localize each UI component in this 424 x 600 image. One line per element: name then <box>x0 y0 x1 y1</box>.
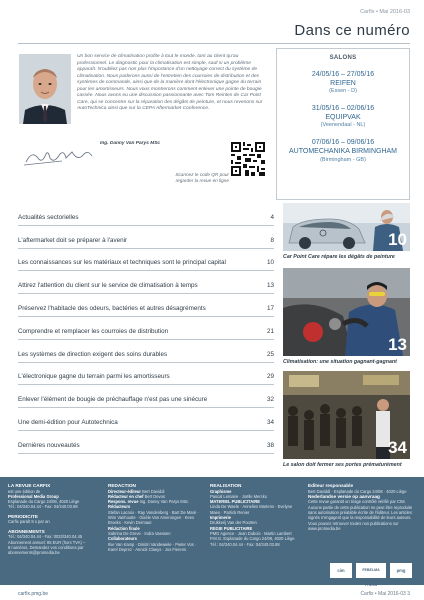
toc-row[interactable] <box>18 385 274 408</box>
salon-name: AUTOMECHANIKA BIRMINGHAM <box>289 147 397 155</box>
page-folio: Carfix • Mai 2016-03 3 <box>360 591 410 597</box>
toc-label: Préservez l'habitacle des odeurs, bactéries et autres désagréments <box>18 304 206 312</box>
toc-label: L'aftermarket doit se préparer à l'avenir <box>18 236 128 244</box>
imprint-heading: Nederlandse versie op aanvraag <box>308 493 380 499</box>
toc-page: 29 <box>266 373 274 381</box>
imprint-line: abonnements@promedia.be <box>8 550 60 556</box>
qr-code[interactable] <box>231 142 265 176</box>
editor-name: Ing. Danny Van Parys MSc <box>100 141 161 146</box>
imprint-heading: REDACTION <box>108 483 136 488</box>
photo-page-number: 13 <box>388 335 407 354</box>
toc-row[interactable] <box>18 431 274 454</box>
febelma-logo: FEBELMA PRESS <box>356 563 386 578</box>
imprint-person: Sabrina De Greve · Indra Vaessen <box>108 530 171 536</box>
table-of-contents <box>18 203 274 454</box>
toc-page: 13 <box>266 282 274 290</box>
salons-title: SALONS <box>329 55 357 61</box>
imprint-person: Bert Daviddi <box>142 488 165 494</box>
toc-label: Les connaissances sur les matériaux et techniques sont le principal capital <box>18 259 226 267</box>
toc-row[interactable] <box>18 340 274 363</box>
toc-label: Actualités sectorielles <box>18 213 79 221</box>
imprint-person: Ing. Danny Van Parys MSc <box>139 499 189 505</box>
toc-page: 21 <box>266 327 274 335</box>
imprint-line: Abonnement annuel: 85 EUR (hors TVA) – <box>8 539 86 545</box>
toc-label: Une demi-édition pour Autotechnica <box>18 418 118 426</box>
imprint-person: Stefan Lacroix · Ray Vandenberg · Bart De Maré · Wim Vanhoutte · Gisèle Van Amerongen · Kees Broeks · Kevin Dermaut <box>108 509 199 526</box>
imprint-role: Rédaction finale <box>108 525 140 531</box>
toc-label: L'électronique gagne du terrain parmi les amortisseurs <box>18 373 170 381</box>
salon-item <box>277 71 409 95</box>
photo-car-point-care[interactable] <box>283 203 410 251</box>
imprint-line: 8 numéros. Demandez vos conditions par <box>8 544 84 550</box>
imprint-heading: ABONNEMENTS <box>8 528 45 534</box>
salon-location: (Veenendaal - NL) <box>320 122 366 129</box>
salon-location: (Birmingham - GB) <box>320 156 366 163</box>
photo-page-number: 34 <box>388 438 407 457</box>
cim-logo: cim <box>330 563 352 578</box>
imprint-role: Rédacteur en chef <box>108 493 144 499</box>
imprint-role: Rédacteurs <box>108 504 131 510</box>
salons-box <box>276 48 410 200</box>
salon-item <box>277 139 409 163</box>
salon-name: EQUIPVAK <box>325 113 361 121</box>
photo-caption: Car Point Care répare les dégâts de peinture <box>283 254 395 260</box>
imprint-line: Bert Daviddi · Esplanade du Cargo 24/08 · 4020 Liège <box>308 488 407 494</box>
toc-row[interactable] <box>18 249 274 272</box>
toc-row[interactable] <box>18 363 274 386</box>
toc-row[interactable] <box>18 226 274 249</box>
imprint-role: Respons. revue <box>108 499 139 505</box>
photo-caption: Climatisation: une situation gagnant-gagnant <box>283 359 397 365</box>
photo-page-number: 10 <box>388 230 407 249</box>
imprint-role: Directeur-éditeur <box>108 488 141 494</box>
imprint-col-realisation <box>210 483 302 547</box>
toc-page: 34 <box>266 418 274 426</box>
page-title: Dans ce numéro <box>294 22 410 39</box>
toc-row[interactable] <box>18 203 274 226</box>
imprint-heading: Editeur responsable <box>308 483 354 488</box>
imprint-person: Pascal Lemaire · Joëlle Merckx <box>210 493 267 499</box>
salon-location: (Essen - D) <box>329 88 357 95</box>
salon-item <box>277 105 409 129</box>
qr-caption: Scannez le code QR pour regarder la revue en ligne <box>175 172 229 183</box>
toc-row[interactable] <box>18 294 274 317</box>
photo-climatisation[interactable] <box>283 268 410 356</box>
portrait-photo <box>19 54 71 124</box>
imprint-role: MATERIEL PUBLICITAIRE <box>210 499 261 505</box>
imprint-footer <box>0 477 424 585</box>
imprint-line: Carfix paraît 8 x par an <box>8 519 50 525</box>
toc-page: 10 <box>266 259 274 267</box>
toc-page: 4 <box>270 213 274 221</box>
toc-page: 17 <box>266 304 274 312</box>
imprint-line: Vous pouvez retrouver toutes nos publications sur www.promedia.be <box>308 520 399 531</box>
title-rule <box>18 43 410 44</box>
imprint-line: P.M.G. Esplanade du Cargo 24/08, 4020 Liège <box>210 536 295 542</box>
imprint-line: Professional Media Group <box>8 493 59 499</box>
imprint-line: Esplanade du Cargo 24/08, 4020 Liège <box>8 499 80 505</box>
imprint-line: Tél.: 04/340.04.44 - Fax: 04/340.03.88 <box>8 504 78 510</box>
imprint-person: PMG Agence · Jean Dubois · Martin Lambert <box>210 530 292 536</box>
toc-page: 8 <box>270 236 274 244</box>
imprint-heading: PERIODICITE <box>8 513 38 519</box>
toc-page: 32 <box>266 396 274 404</box>
signature-image <box>22 146 96 168</box>
imprint-role: REGIE PUBLICITAIRE <box>210 525 253 531</box>
pmg-logo: pmg <box>390 563 412 578</box>
toc-label: Dernières nouveautés <box>18 441 80 449</box>
imprint-role: Graphisme <box>210 488 232 494</box>
imprint-line: est une édition de <box>8 488 41 494</box>
toc-page: 38 <box>266 441 274 449</box>
imprint-person: Bert Devos <box>144 493 165 499</box>
editorial-text: Un bon service de climatisation profite à tout le monde, tant au client qu'au professionnel. Le diagnostic pour la climatisation est simple, sauf si un problème apparaît. N'oubliez pas non plus l'importance d'un nettoyage correct du système de climatisation. Nous parlerons aussi de l'entretien des courroies de distribution et des systèmes de commande, ainsi que de la manière dont l'électronique gagne du terrain pour les amortisseurs. Nous vous montrerons comment enlever une pointe de bougie cassée. Nous avons eu une discussion passionnante avec Tom Reintes de Car Point Care, qui se concentre sur la réparation des dégâts de peinture, et nous revenons sur AutoTechnica ainsi que sur la CEPA Aftermarket Conference. <box>77 54 263 111</box>
imprint-line: Cette revue garantit un tirage contrôlé vérifié par CIM. Aucune partie de cette publication ne peut être reproduite sans autorisation préalable écrite de l'éditeur. Les articles signés n'engagent que la responsabilité de leurs auteurs. <box>308 499 413 521</box>
toc-label: Attirez l'attention du client sur le service de climatisation à temps <box>18 282 198 290</box>
imprint-person: Linda De Waele · Annelies Martens · Evelyne Maes · Patrick Renier <box>210 504 293 515</box>
imprint-line: Tél.: 04/340.04.44 - Fax: 04/340.03.88 <box>210 541 280 547</box>
photo-caption: Le salon doit fermer ses portes prématurément <box>283 462 402 468</box>
imprint-person: Drukkerij Van der Poorten <box>210 520 257 526</box>
imprint-role: Collaborateurs <box>108 536 137 542</box>
imprint-heading: LA REVUE CARFIX <box>8 483 51 488</box>
toc-row[interactable] <box>18 408 274 431</box>
toc-row[interactable] <box>18 317 274 340</box>
editor-portrait <box>19 54 71 124</box>
imprint-col-publisher <box>8 483 100 555</box>
imprint-heading: REALISATION <box>210 483 242 488</box>
imprint-line: Tél.: 04/340.04.44 - Fax: 0032/340.04.45 <box>8 534 83 540</box>
imprint-col-editeur <box>308 483 416 531</box>
page-topline: Carfix • Mai 2016-03 <box>360 9 410 15</box>
salon-dates: 31/05/16 – 02/06/16 <box>311 105 375 113</box>
toc-label: Les systèmes de direction exigent des soins durables <box>18 350 168 358</box>
website-link[interactable]: carfix.pmg.be <box>18 591 49 597</box>
imprint-col-redaction <box>108 483 202 552</box>
salon-dates: 07/06/16 – 09/06/16 <box>311 139 375 147</box>
salon-dates: 24/05/16 – 27/05/16 <box>311 71 375 78</box>
toc-label: Comprendre et remplacer les courroies de distribution <box>18 327 169 335</box>
toc-page: 25 <box>266 350 274 358</box>
salon-name: REIFEN <box>330 79 356 87</box>
imprint-role: Imprimerie <box>210 515 231 521</box>
toc-row[interactable] <box>18 271 274 294</box>
toc-label: Enlever l'élément de bougie de préchauffage n'est pas une sinécure <box>18 396 208 404</box>
photo-salon[interactable] <box>283 371 410 459</box>
imprint-person: Ilse Van Kamp · Dimitri Vandewiele · Pieter Vos · Karel Deprez · Annick Claeys · Jos Fierens <box>108 541 197 552</box>
